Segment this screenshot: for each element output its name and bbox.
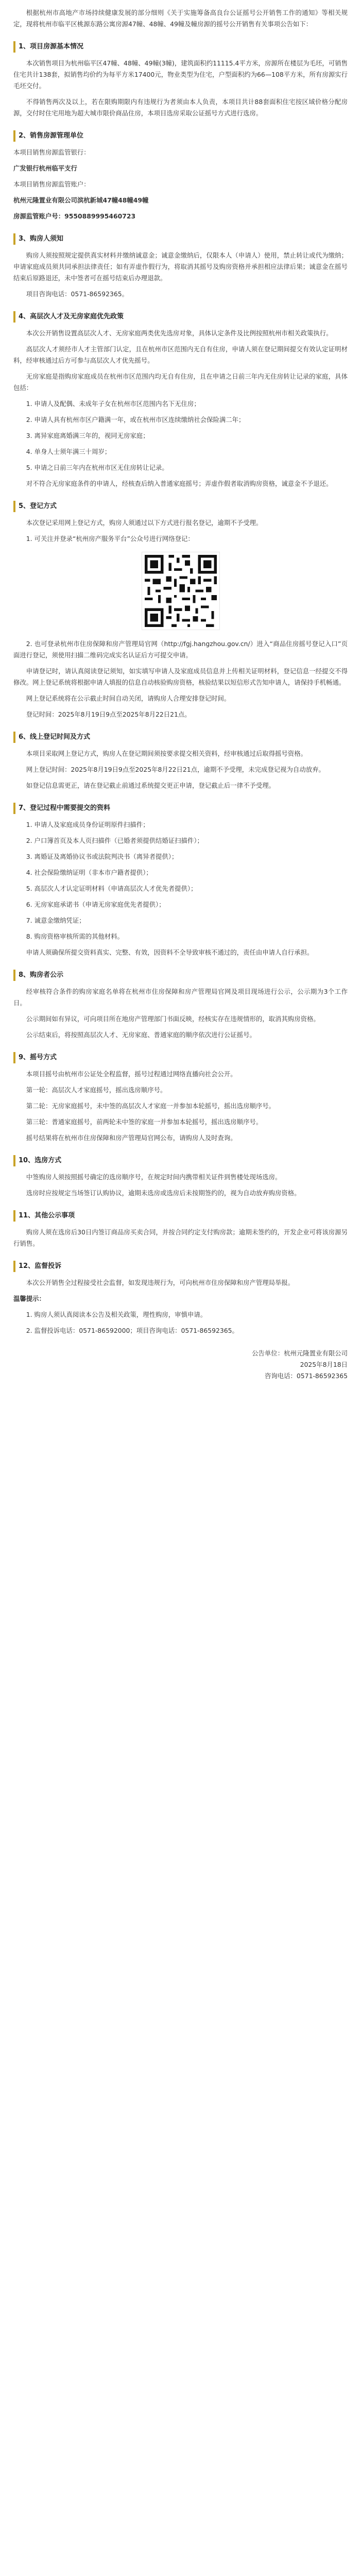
s2-line-5: 房源监管账户号：9550889995460723 [13, 212, 136, 220]
s1-paragraph-2: 不得销售两次及以上，若在限购期限内有违规行为者须由本人负责，本项目共计88套面积住宅按区域价格分配房源，交付时住宅用地为超大城市限价商品住房，本项目选房采取公证摇号方式进行选房。 [13, 98, 348, 117]
s2-line-2: 广发银行杭州临平支行 [13, 164, 77, 172]
s6-paragraph-2: 网上登记时间：2025年8月19日9点至2025年8月22日21点，逾期不予受理，未完成登记视为自动放弃。 [26, 766, 325, 773]
section-3-title-text: 3、购房人须知 [13, 233, 63, 245]
s11-paragraph-1: 购房人须在选房后30日内签订商品房买卖合同，并按合同约定支付购房款；逾期未签约的，开发企业可将该房源另行销售。 [13, 1228, 348, 1247]
s9-paragraph-1: 本项目摇号由杭州市公证处全程监督，摇号过程通过网络直播向社会公开。 [26, 1070, 237, 1078]
section-8-title-text: 8、购房者公示 [13, 970, 63, 981]
s4-paragraph-4: 对不符合无房家庭条件的申请人，经核查后纳入普通家庭摇号；弄虚作假者取消购房资格，诚意金不予退还。 [26, 480, 333, 487]
s12-paragraph-3: 1. 购房人须认真阅读本公告及相关政策，理性购房，审慎申请。 [26, 1311, 207, 1318]
s4-paragraph-1: 本次公开销售设置高层次人才、无房家庭两类优先选房对象，具体认定条件及比例按照杭州市相关政策执行。 [26, 329, 333, 337]
section-9-title [13, 1052, 348, 1063]
s4-item: 1. 申请人及配偶、未成年子女在杭州市区范围内名下无住房； [26, 400, 200, 408]
s9-paragraph-3: 第二轮：无房家庭摇号，未中签的高层次人才家庭一并参加本轮摇号，摇出选房顺序号。 [26, 1102, 276, 1110]
s5-paragraph-6: 登记时间：2025年8月19日9点至2025年8月22日21点。 [26, 710, 191, 718]
s5-paragraph-3: 2. 也可登录杭州市住房保障和房产管理局官网（http://fgj.hangzhou.gov.cn/）进入“商品住房摇号登记入口”页面进行登记，须使用扫描二维码完成实名认证后方可提交申请。 [13, 640, 348, 659]
section-6-title [13, 732, 348, 743]
section-11-title [13, 1210, 348, 1222]
s6-paragraph-3: 如登记信息需更正，请在登记截止前通过系统提交更正申请，登记截止后一律不予受理。 [26, 782, 276, 789]
s4-item: 2. 申请人具有杭州市区户籍满一年，或在杭州市区连续缴纳社会保险满二年； [26, 416, 245, 423]
qr-code-wrapper [13, 552, 348, 630]
qr-code-icon[interactable] [142, 552, 220, 630]
s7-item: 7. 诚意金缴纳凭证； [26, 917, 85, 924]
intro-paragraph: 根据杭州市高地产市场持续健康发展的部分细则《关于实施筹备高良台公证摇号公开销售工作的通知》等相关规定，现将杭州市临平区桃源东路公寓房源47幢、48幢、49幢及幢房源的摇号公开销售有关事项公告如下： [13, 9, 348, 28]
section-8-title [13, 970, 348, 981]
section-10-title-text: 10、选房方式 [13, 1155, 61, 1166]
s5-paragraph-4: 申请登记时，请认真阅读登记须知，如实填写申请人及家庭成员信息并上传相关证明材料，登记信息一经提交不得修改。网上登记系统将根据申请人填报的信息自动核验购房资格，核验结果以短信形式告知申请人，请保持手机畅通。 [13, 667, 348, 686]
contact-phone: 咨询电话：0571-86592365 [264, 1372, 348, 1380]
s8-paragraph-3: 公示结束后，将按照高层次人才、无房家庭、普通家庭的顺序依次进行公证摇号。 [26, 1031, 256, 1039]
s7-item: 3. 离婚证及离婚协议书或法院判决书（离异者提供）； [26, 853, 178, 860]
s7-item: 6. 无房家庭承诺书（申请无房家庭优先者提供）； [26, 901, 165, 908]
s12-paragraph-1: 本次公开销售全过程接受社会监督，如发现违规行为，可向杭州市住房保障和房产管理局举报。 [26, 1279, 295, 1286]
section-5-title [13, 501, 348, 512]
s12-paragraph-4: 2. 监督投诉电话：0571-86592000；项目咨询电话：0571-86592365。 [26, 1327, 238, 1334]
s4-paragraph-2: 高层次人才须经市人才主管部门认定，且在杭州市区范围内无自有住房，申请人须在登记期间提交有效认定证明材料，经审核通过后方可参与高层次人才优先摇号。 [13, 345, 348, 364]
section-6-title-text: 6、线上登记时间及方式 [13, 732, 90, 743]
section-2-title-text: 2、销售房源管理单位 [13, 130, 83, 142]
section-1-title [13, 41, 348, 53]
publish-date: 2025年8月18日 [300, 1361, 348, 1368]
s3-paragraph-1: 购房人须按照规定提供真实材料并缴纳诚意金；诚意金缴纳后，仅限本人（申请人）使用，禁止转让或代为缴纳；申请家庭成员须共同承担法律责任；如有弄虚作假行为，将取消其摇号及购房资格并承担相应法律后果；诚意金在摇号结束后原路退还，未中签者可在摇号结束后办理退款。 [13, 251, 348, 282]
s5-paragraph-1: 本次登记采用网上登记方式，购房人须通过以下方式进行报名登记，逾期不予受理。 [26, 519, 263, 527]
s4-paragraph-3: 无房家庭是指购房家庭成员在杭州市区范围内均无自有住房，且在申请之日前三年内无住房转让记录的家庭，具体包括： [13, 372, 348, 392]
s10-paragraph-1: 中签购房人须按照摇号确定的选房顺序号，在规定时间内携带相关证件到售楼处现场选房。 [26, 1173, 282, 1181]
s7-item: 2. 户口簿首页及本人页扫描件（已婚者须提供结婚证扫描件）； [26, 837, 203, 844]
s7-item: 5. 高层次人才认定证明材料（申请高层次人才优先者提供）； [26, 885, 197, 892]
section-9-title-text: 9、摇号方式 [13, 1052, 57, 1063]
section-12-title-text: 12、监督投诉 [13, 1261, 61, 1272]
section-4-title-text: 4、高层次人才及无房家庭优先政策 [13, 311, 124, 323]
section-10-title [13, 1155, 348, 1166]
s7-paragraph-1: 申请人须确保所提交资料真实、完整、有效，因资料不全导致审核不通过的，责任由申请人自行承担。 [26, 948, 314, 956]
section-12-title [13, 1261, 348, 1272]
s4-item: 4. 单身人士须年满三十周岁； [26, 448, 111, 455]
publisher-line: 公告单位：杭州元隆置业有限公司 [252, 1349, 348, 1357]
s9-paragraph-2: 第一轮：高层次人才家庭摇号，摇出选房顺序号。 [26, 1086, 167, 1094]
s5-paragraph-5: 网上登记系统将在公示截止时间自动关闭，请购房人合理安排登记时间。 [26, 694, 231, 702]
s7-item: 1. 申请人及家庭成员身份证明原件扫描件； [26, 821, 149, 828]
section-11-title-text: 11、其他公示事项 [13, 1210, 75, 1222]
s8-paragraph-1: 经审核符合条件的购房家庭名单将在杭州市住房保障和房产管理局官网及项目现场进行公示，公示期为3个工作日。 [13, 988, 348, 1007]
s9-paragraph-4: 第三轮：普通家庭摇号，前两轮未中签的家庭一并参加本轮摇号，摇出选房顺序号。 [26, 1118, 263, 1126]
s12-paragraph-2: 温馨提示： [13, 1295, 45, 1302]
s8-paragraph-2: 公示期间如有异议，可向项目所在地房产管理部门书面反映，经核实存在违规情形的，取消其购房资格。 [26, 1015, 320, 1023]
s1-paragraph-1: 本次销售项目为杭州临平区47幢、48幢、49幢(3幢)，建筑面积约11115.4平方米，房源所在楼层为毛坯，可销售住宅共计138套，拟销售均价约为每平方米17400元，物业类型为住宅，户型面积约为66—108平方米，所有房源实行毛坯交付。 [13, 59, 348, 90]
s3-paragraph-2: 项目咨询电话：0571-86592365。 [26, 290, 128, 298]
s6-paragraph-1: 本项目采取网上登记方式，购房人在登记期间须按要求提交相关资料，经审核通过后取得摇号资格。 [26, 750, 307, 757]
section-5-title-text: 5、登记方式 [13, 501, 57, 512]
s2-line-1: 本项目销售房源监管银行： [13, 148, 90, 156]
s4-item: 5. 申请之日前三年内在杭州市区无住房转让记录。 [26, 464, 168, 471]
section-2-title [13, 130, 348, 142]
s7-item: 8. 购房资格审核所需的其他材料。 [26, 933, 124, 940]
section-3-title [13, 233, 348, 245]
section-4-title [13, 311, 348, 323]
s2-line-4: 杭州元隆置业有限公司滨杭新城47幢48幢49幢 [13, 196, 149, 204]
s4-item: 3. 离异家庭离婚满三年的，视同无房家庭； [26, 432, 149, 439]
s2-line-3: 本项目销售房源监管账户： [13, 180, 90, 188]
section-7-title-text: 7、登记过程中需要提交的资料 [13, 803, 110, 814]
section-7-title [13, 803, 348, 814]
s10-paragraph-2: 选房时应按规定当场签订认购协议，逾期未选房或选房后未按期签约的，视为自动放弃购房资格。 [26, 1189, 301, 1197]
s7-item: 4. 社会保险缴纳证明（非本市户籍者提供）； [26, 869, 152, 876]
s9-paragraph-5: 摇号结果将在杭州市住房保障和房产管理局官网公布，请购房人及时查询。 [26, 1134, 237, 1142]
section-1-title-text: 1、项目房源基本情况 [13, 41, 83, 53]
s5-paragraph-2: 1. 可关注并登录“杭州房产服务平台”公众号进行网络登记： [26, 535, 194, 543]
